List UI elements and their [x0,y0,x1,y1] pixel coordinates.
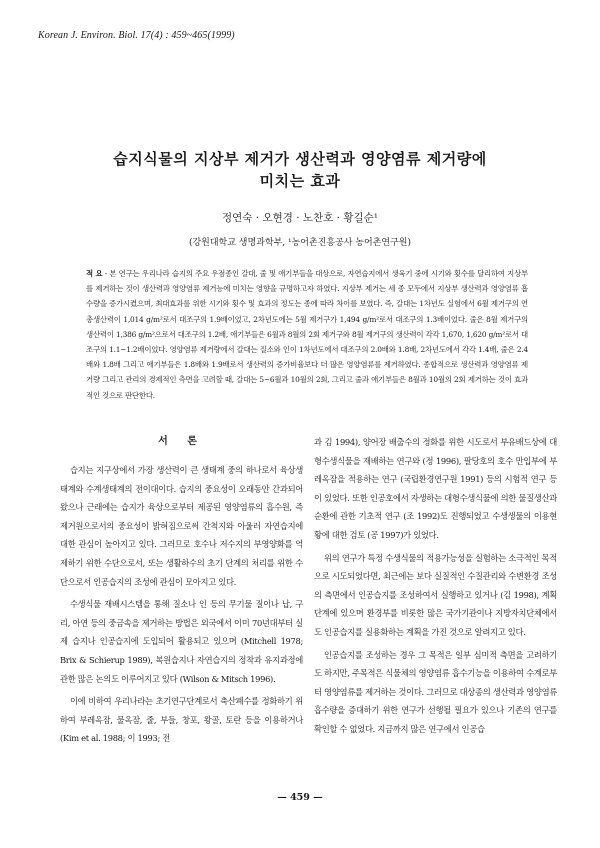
paragraph: 습지는 지구상에서 가장 생산력이 큰 생태계 중의 하나로서 육상생태계와 수계생태계의 전이대이다. 습지의 중요성이 오래동안 간과되어 왔으나 근래에는 습지가 육상으로부터 제공된 영양염류의 흡수원, 즉 제거원으로서의 중요성이 밝혀짐으로써 간척지와 아울러 자연습지에 대한 관심이 높아지고 있다. 그러므로 호수나 저수지의 부영양화를 억제하기 위한 수단으로서, 또는 생활하수의 초기 단계의 처리를 위한 수단으로서 인공습지의 조성에 관심이 모아지고 있다. [60,465,303,587]
section-heading: 서 론 [158,436,205,447]
paragraph: 수생식물 재배시스템을 통해 질소나 인 등의 무기물 질이나 납, 구리, 아연 등의 중금속을 제거하는 방법은 외국에서 이미 70년대부터 실제 습지나 인공습지에 도입되어 활용되고 있으며 (Mitchell 1978; Brix & Schierup 1989), 복원습지나 자연습지의 정착과 유지과정에 관한 많은 논의도 이루어지고 있다 (Wilson & Mitsch 1996). [60,599,303,684]
right-column [314,433,557,739]
left-column [60,433,303,748]
affiliation: (강원대학교 생명과학부, ¹농어촌진흥공사 농어촌연구원) [188,238,412,248]
paragraph: 과 김 1994), 양어장 배출수의 정화를 위한 시도로서 부유배드상에 대형수생식물을 재배하는 연구와 (정 1996), 팔당호의 호수 만입부에 부레옥잠을 적용하는 연구 (국립환경연구원 1991) 등의 시험적 연구 등이 있었다. 또한 인공호에서 자생하는 대형수생식물에 의한 물질생산과 순환에 관한 기초적 연구 (조 1992)도 진행되었고 수생생물의 이용현황에 대한 검토 (공 1997)가 있었다. [314,437,557,540]
abstract-body: - 본 연구는 우리나라 습지의 주요 우점종인 갈대, 줄 및 애기부들을 대상으로, 자연습지에서 생육기 중에 시기와 횟수를 달리하여 지상부를 제거하는 것이 생산력과 영양염류 제거능에 미치는 영향을 규명하고자 하였다. 지상부 제거는 세 종 모두에서 지상부 생산력과 영양염류 흡수량을 증가시켰으며, 최대효과를 위한 시기와 횟수 및 효과의 정도는 종에 따라 차이를 보였다. 즉, 갈대는 1차년도 실험에서 6월 제거구의 연총생산력이 1,014 g/m²로서 대조구의 1.9배이었고, 2차년도에는 5월 제거구가 1,494 g/m²로서 대조구의 1.3배이었다. 줄은 8월 제거구의 생산력이 1,386 g/m²으로서 대조구의 1.2배, 애기부들은 6월과 8월의 2회 제거구와 8월 제거구의 생산력이 각각 1,670, 1,620 g/m²로서 대조구의 1.1~1.2배이었다. 영양염류 제거량에서 갈대는 질소와 인이 1차년도에서 대조구의 2.0배와 1.8배, 2차년도에서 각각 1.4배, 줄은 2.4배와 1.8배 그리고 애기부들은 1.8배와 1.9배로서 생산력의 증가비율보다 더 많은 영양염류를 제거하였다. 종합적으로 생산력과 영양염류 제거량 그리고 관리의 경제적인 측면을 고려할 때, 갈대는 5~6월과 10월의 2회, 그리고 줄과 애기부들은 8월과 10월의 2회 제거하는 것이 효과적인 것으로 판단한다. [86,269,528,400]
authors: 정연숙 · 오현경 · 노찬호 · 황길순¹ [222,212,378,224]
paragraph: 인공습지를 조성하는 경우 그 목적은 일부 심미적 측면을 고려하기도 하지만, 주목적은 식물체의 영양염류 흡수기능을 이용하여 수계로부터 영양염류를 제거하는 것이다. 그러므로 대상종의 생산력과 영양염류 흡수량을 증대하기 위한 연구가 선행될 필요가 있으나 기존의 연구를 확인할 수 없었다. 지금까지 많은 연구에서 인공습 [314,649,557,734]
abstract-label: 적 요 [86,269,103,278]
paragraph: 위의 연구가 특정 수생식물의 적용가능성을 실험하는 소극적인 목적으로 시도되었다면, 최근에는 보다 실질적인 수질관리와 수변환경 조성의 측면에서 인공습지를 조성하여서 실행하고 있거나 (김 1998), 계획단계에 있으며 환경부를 비롯한 많은 국가기관이나 지방자치단체에서도 인공습지를 실용화하는 계획을 가진 것으로 알려지고 있다. [314,552,557,637]
paragraph: 이에 비하여 우리나라는 초기연구단계로서 축산폐수를 정화하기 위하여 부레옥잠, 물옥잠, 줄, 부들, 창포, 왕골, 토란 등을 이용하거나 (Kim et al. 1988; 이 1993; 전 [60,696,303,744]
paper-title-line2: 미치는 효과 [259,172,341,190]
abstract [86,266,528,403]
paper-title-line1: 습지식물의 지상부 제거가 생산력과 영양염류 제거량에 [113,150,487,168]
journal-citation: Korean J. Environ. Biol. 17(4) : 459~465(1999) [38,30,235,41]
page-number: — 459 — [277,792,323,803]
